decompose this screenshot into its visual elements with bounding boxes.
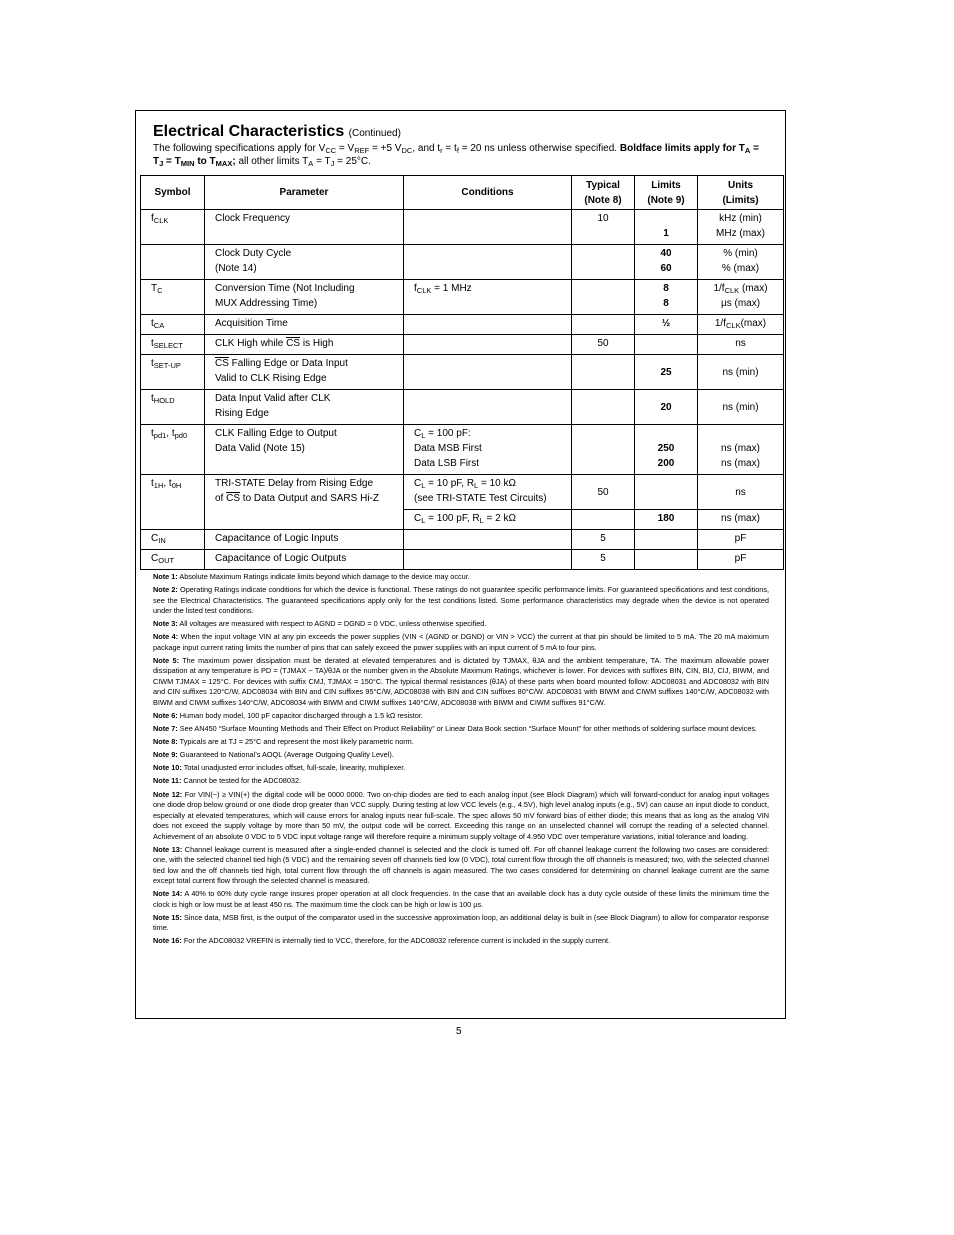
table-row — [141, 280, 784, 315]
note-12: Note 12: For VIN(−) ≥ VIN(+) the digital code will be 0000 0000. Two on-chip diodes are tied to each analog input (see Block Diagram) which will forward-conduct for analog input voltages one diode drop below ground or one diode drop greater than VCC supply. During testing at low VCC levels (e.g., 4.5V), high level analog inputs (e.g., 5V) can cause an input diode to conduct, especially at elevated temperatures, which will cause errors for analog inputs near full-scale. The spec allows 50 mV forward bias of either diode; this means that as long as the analog VIN does not exceed the supply voltage by more than 50 mV, the output code will be correct. Exceeding this range on an unselected channel will corrupt the reading of a selected channel. Achievement of an absolute 0 VDC to 5 VDC input voltage range will therefore require a minimum supply voltage of 4.950 VDC over temperature variations, initial tolerance and loading. — [153, 789, 770, 841]
symbol-cell: $T_C$ — [141, 280, 205, 315]
intro-text: The following specifications apply for $V_{CC} = V_{REF} = +5$ $V_{DC}$, and $t_r = t_f = 20$ ns unless otherwise specified. Boldface limits apply for $T_A = T_J = T_{MIN}$ to $T_{MAX}$; all other limits $T_A = T_J = 25^\circ C$. — [153, 143, 759, 168]
limits-cell: ½ — [635, 315, 698, 335]
parameter-cell: CLK Falling Edge to Output Data Valid (Note 15) — [205, 425, 404, 475]
typical-cell — [572, 390, 635, 425]
units-cell: kHz (min) MHz (max) — [698, 210, 784, 245]
table-row — [141, 355, 784, 390]
table-row — [141, 425, 784, 475]
typical-cell — [572, 280, 635, 315]
typical-cell — [572, 425, 635, 475]
symbol-cell: $t_{SET-UP}$ — [141, 355, 205, 390]
conditions-cell: $C_L = 10$ pF, $R_L = 10$ kΩ (see TRI-STATE Test Circuits) — [404, 475, 572, 510]
typical-cell: 50 — [572, 335, 635, 355]
note-6: Note 6: Human body model, 100 pF capacitor discharged through a 1.5 kΩ resistor. — [153, 710, 423, 720]
symbol-cell: $t_{CA}$ — [141, 315, 205, 335]
table-row — [141, 210, 784, 245]
limits-cell — [635, 530, 698, 550]
typical-cell — [572, 245, 635, 280]
parameter-cell: CLK High while $\overline{CS}$ is High — [205, 335, 404, 355]
typical-cell — [572, 510, 635, 530]
units-cell: ns (max) ns (max) — [698, 425, 784, 475]
units-cell: pF — [698, 530, 784, 550]
units-cell: $1/f_{CLK}(\max)$ — [698, 315, 784, 335]
conditions-cell: $C_L = 100$ pF, $R_L = 2$ kΩ — [404, 510, 572, 530]
symbol-cell: $t_{1H}$, $t_{0H}$ — [141, 475, 205, 530]
symbol-cell: $f_{CLK}$ — [141, 210, 205, 245]
conditions-cell — [404, 315, 572, 335]
conditions-cell — [404, 355, 572, 390]
table-header-row — [141, 176, 784, 210]
conditions-cell — [404, 210, 572, 245]
limits-cell: 40 60 — [635, 245, 698, 280]
note-16: Note 16: For the ADC08032 VREFIN is internally tied to VCC, therefore, for the ADC08032 reference current is included in the supply current. — [153, 936, 611, 946]
note-9: Note 9: Guaranteed to National’s AOQL (Average Outgoing Quality Level). — [153, 750, 394, 760]
limits-cell: 1 — [635, 210, 698, 245]
parameter-cell: Clock Frequency — [205, 210, 404, 245]
symbol-cell: $t_{pd1}$, $t_{pd0}$ — [141, 425, 205, 475]
table-row — [141, 245, 784, 280]
symbol-cell: $C_{OUT}$ — [141, 550, 205, 570]
note-4: Note 4: When the input voltage VIN at any pin exceeds the power supplies (VIN < (AGND or DGND) or VIN > VCC) the current at that pin should be limited to 5 mA. The 20 mA maximum package input current rating limits the number of pins that can safely exceed the power supplies with an input current of 5 mA to four pins. — [153, 632, 769, 652]
table-row — [141, 315, 784, 335]
note-11: Note 11: Cannot be tested for the ADC08032. — [153, 776, 302, 786]
parameter-cell: Data Input Valid after CLK Rising Edge — [205, 390, 404, 425]
limits-cell — [635, 475, 698, 510]
title-continued: (Continued) — [348, 128, 401, 139]
note-14: Note 14: A 40% to 60% duty cycle range insures proper operation at all clock frequencies. In the case that an available clock has a duty cycle outside of these limits the minimum time the clock is high or low must be at least 450 ns. The maximum time the clock can be high or low is 100 µs. — [153, 889, 770, 909]
typical-cell: 5 — [572, 550, 635, 570]
conditions-cell — [404, 335, 572, 355]
units-cell: $1/f_{CLK}$ (max) µs (max) — [698, 280, 784, 315]
title-text: Electrical Characteristics — [153, 123, 345, 140]
note-13: Note 13: Channel leakage current is measured after a single-ended channel is selected and the clock is turned off. For off channel leakage current the following two cases are considered: one, with the selected channel tied high (5 VDC) and the remaining seven off channels tied low (0 VDC), total current flow through the off channels is measured; two, with the selected channel tied low and the off channels tied high, total current flow through the off channels is again measured. The two cases considered for determining on channel leakage current are the same except total current flow through the selected channel is measured. — [153, 844, 769, 886]
limits-cell: 20 — [635, 390, 698, 425]
units-cell: ns (min) — [698, 355, 784, 390]
header-limits: Limits (Note 9) — [635, 176, 698, 210]
parameter-cell: $\overline{CS}$ Falling Edge or Data Input Valid to CLK Rising Edge — [205, 355, 404, 390]
header-parameter: Parameter — [205, 176, 404, 210]
typical-cell: 10 — [572, 210, 635, 245]
parameter-cell: TRI-STATE Delay from Rising Edge of $\overline{CS}$ to Data Output and SARS Hi-Z — [205, 475, 404, 530]
electrical-characteristics-table — [140, 175, 784, 570]
symbol-cell — [141, 245, 205, 280]
units-cell: pF — [698, 550, 784, 570]
note-5: Note 5: The maximum power dissipation must be derated at elevated temperatures and is dictated by TJMAX, θJA and the ambient temperature, TA. The maximum allowable power dissipation at any temperature is PD = (TJMAX − TA)/θJA or the number given in the Absolute Maximum Ratings, whichever is lower. For devices with suffixes BIN, CIN, BIJ, CIJ, BIWM, and CIWM TJMAX = 125°C. For devices with suffix CMJ, TJMAX = 150°C. The typical thermal resistances (θJA) of these parts when board mounted follow: ADC08031 and ADC08032 with BIN and CIN suffixes 120°C/W, ADC08034 with BIN and CIN suffixes 95°C/W, ADC08038 with BIN and CIN suffixes 80°C/W. ADC08031 with BIWM and CIWM suffixes 140°C/W, ADC08032 with BIWM and CIWM suffixes 140°C/W, ADC08034 with BIWM and CIWM suffixes 140°C/W, ADC08038 with BIWM and CIWM suffixes 91°C/W. — [153, 655, 770, 707]
limits-cell — [635, 335, 698, 355]
header-conditions: Conditions — [404, 176, 572, 210]
limits-cell: 250 200 — [635, 425, 698, 475]
units-cell: ns — [698, 335, 784, 355]
units-cell: ns (max) — [698, 510, 784, 530]
conditions-cell: $f_{CLK} = 1$ MHz — [404, 280, 572, 315]
symbol-cell: $C_{IN}$ — [141, 530, 205, 550]
conditions-cell — [404, 530, 572, 550]
limits-cell: 180 — [635, 510, 698, 530]
symbol-cell: $t_{HOLD}$ — [141, 390, 205, 425]
limits-cell: 8 8 — [635, 280, 698, 315]
note-15: Note 15: Since data, MSB first, is the output of the comparator used in the successive approximation loop, an additional delay is built in (see Block Diagram) to allow for comparator response time. — [153, 912, 769, 933]
header-typical: Typical (Note 8) — [572, 176, 635, 210]
conditions-cell — [404, 390, 572, 425]
note-8: Note 8: Typicals are at TJ = 25°C and represent the most likely parametric norm. — [153, 737, 414, 747]
table-row — [141, 335, 784, 355]
parameter-cell: Clock Duty Cycle (Note 14) — [205, 245, 404, 280]
units-cell: % (min) % (max) — [698, 245, 784, 280]
parameter-cell: Capacitance of Logic Inputs — [205, 530, 404, 550]
conditions-cell: $C_L = 100$ pF: Data MSB First Data LSB First — [404, 425, 572, 475]
note-7: Note 7: See AN450 “Surface Mounting Methods and Their Effect on Product Reliability” or Linear Data Book section “Surface Mount” for other methods of soldering surface mount devices. — [153, 724, 758, 734]
typical-cell — [572, 355, 635, 390]
parameter-cell: Acquisition Time — [205, 315, 404, 335]
limits-cell: 25 — [635, 355, 698, 390]
units-cell: ns (min) — [698, 390, 784, 425]
header-symbol: Symbol — [141, 176, 205, 210]
conditions-cell — [404, 245, 572, 280]
section-title — [153, 123, 401, 141]
typical-cell: 50 — [572, 475, 635, 510]
units-cell: ns — [698, 475, 784, 510]
note-2: Note 2: Operating Ratings indicate conditions for which the device is functional. These ratings do not guarantee specific performance limits. For guaranteed specifications and test conditions, see the Electrical Characteristics. The guaranteed specifications apply only for the test conditions listed. Some performance characteristics may degrade when the device is not operated under the listed test conditions. — [153, 585, 770, 616]
page-number: 5 — [456, 1026, 462, 1037]
conditions-cell — [404, 550, 572, 570]
note-10: Note 10: Total unadjusted error includes offset, full-scale, linearity, multiplexer. — [153, 763, 406, 773]
typical-cell — [572, 315, 635, 335]
parameter-cell: Conversion Time (Not Including MUX Addressing Time) — [205, 280, 404, 315]
note-3: Note 3: All voltages are measured with respect to AGND = DGND = 0 VDC, unless otherwise specified. — [153, 619, 487, 629]
symbol-cell: $t_{SELECT}$ — [141, 335, 205, 355]
parameter-cell: Capacitance of Logic Outputs — [205, 550, 404, 570]
notes-section — [153, 572, 769, 950]
table-row — [141, 390, 784, 425]
typical-cell: 5 — [572, 530, 635, 550]
note-1: Note 1: Absolute Maximum Ratings indicate limits beyond which damage to the device may occur. — [153, 572, 470, 581]
limits-cell — [635, 550, 698, 570]
header-units: Units (Limits) — [698, 176, 784, 210]
table-row — [141, 475, 784, 510]
table-row — [141, 530, 784, 550]
table-row — [141, 550, 784, 570]
